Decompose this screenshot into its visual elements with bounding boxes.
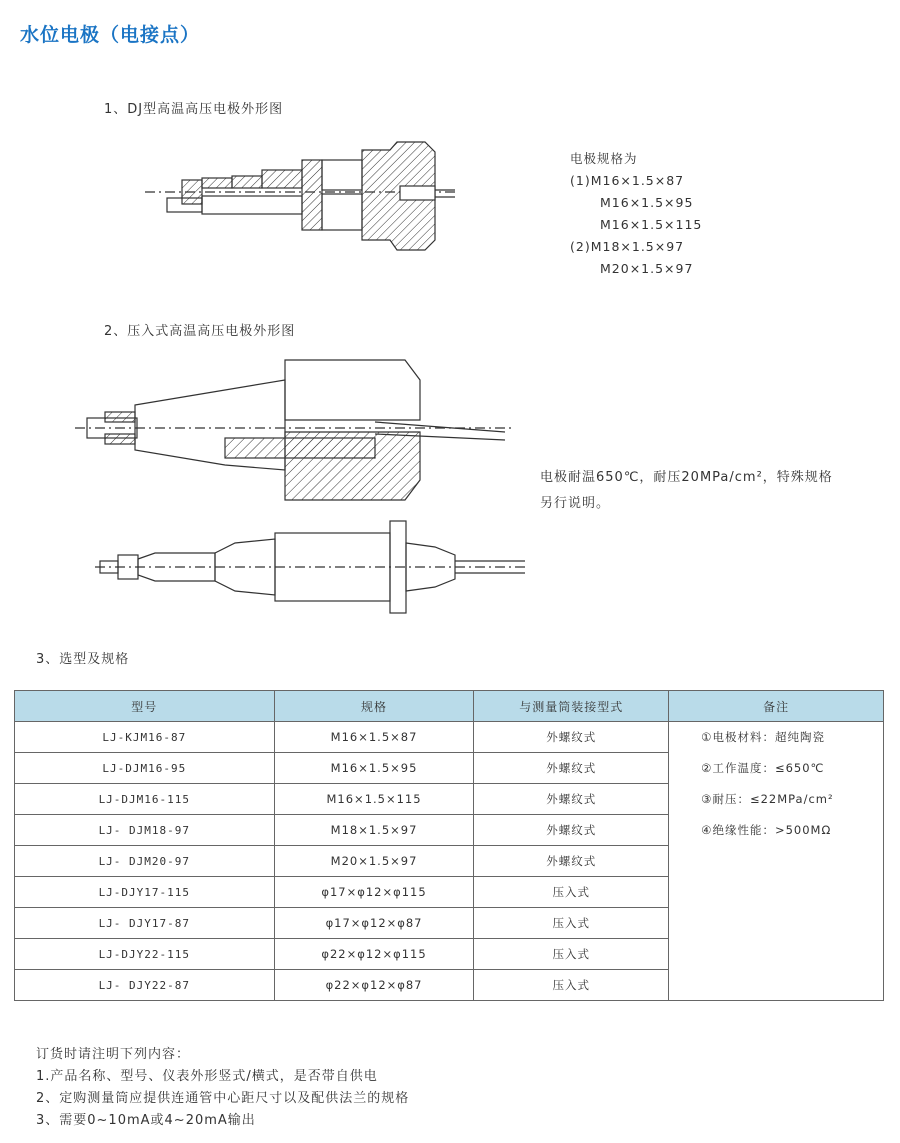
cell-connection: 外螺纹式 <box>474 815 669 846</box>
cell-spec: φ22×φ12×φ87 <box>274 970 474 1001</box>
cell-remark <box>669 877 884 908</box>
spec-list <box>570 148 702 280</box>
cell-spec: M16×1.5×87 <box>274 722 474 753</box>
spec-line: M16×1.5×95 <box>600 195 694 210</box>
section-1-label: 1、DJ型高温高压电极外形图 <box>104 102 284 117</box>
header-model: 型号 <box>15 691 275 722</box>
cell-spec: M18×1.5×97 <box>274 815 474 846</box>
cell-model: LJ- DJM20-97 <box>15 846 275 877</box>
note-line-1: 电极耐温650℃，耐压20MPa/cm²，特殊规格 <box>540 470 833 485</box>
cell-spec: M16×1.5×95 <box>274 753 474 784</box>
table-row <box>15 908 884 939</box>
cell-remark: ①电极材料：超纯陶瓷 <box>669 722 884 753</box>
cell-spec: φ17×φ12×φ87 <box>274 908 474 939</box>
spec-line: M16×1.5×115 <box>600 217 703 232</box>
cell-remark: ②工作温度：≤650℃ <box>669 753 884 784</box>
section-2-label: 2、压入式高温高压电极外形图 <box>104 324 296 339</box>
cell-model: LJ-DJM16-115 <box>15 784 275 815</box>
cell-remark <box>669 939 884 970</box>
cell-spec: M20×1.5×97 <box>274 846 474 877</box>
cell-connection: 外螺纹式 <box>474 722 669 753</box>
cell-spec: φ22×φ12×φ115 <box>274 939 474 970</box>
cell-remark <box>669 908 884 939</box>
page-title: 水位电极（电接点） <box>20 24 201 46</box>
table-row <box>15 722 884 753</box>
dj-electrode-drawing <box>145 140 455 260</box>
cell-connection: 压入式 <box>474 970 669 1001</box>
cell-model: LJ-DJM16-95 <box>15 753 275 784</box>
cell-connection: 外螺纹式 <box>474 846 669 877</box>
spec-line: (1)M16×1.5×87 <box>570 173 685 188</box>
header-connection: 与测量筒装接型式 <box>474 691 669 722</box>
order-item: 1.产品名称、型号、仪表外形竖式/横式，是否带自供电 <box>36 1069 378 1084</box>
press-in-electrode-outline-drawing <box>95 515 525 620</box>
cell-connection: 压入式 <box>474 908 669 939</box>
header-remarks: 备注 <box>669 691 884 722</box>
cell-spec: φ17×φ12×φ115 <box>274 877 474 908</box>
cell-remark <box>669 846 884 877</box>
cell-model: LJ- DJY17-87 <box>15 908 275 939</box>
table-row <box>15 877 884 908</box>
table-row <box>15 815 884 846</box>
cell-connection: 外螺纹式 <box>474 753 669 784</box>
spec-line: M20×1.5×97 <box>600 261 694 276</box>
electrode-note <box>540 465 833 517</box>
cell-connection: 压入式 <box>474 939 669 970</box>
cell-connection: 外螺纹式 <box>474 784 669 815</box>
cell-model: LJ-DJY17-115 <box>15 877 275 908</box>
cell-spec: M16×1.5×115 <box>274 784 474 815</box>
cell-model: LJ-DJY22-115 <box>15 939 275 970</box>
cell-remark: ④绝缘性能：>500MΩ <box>669 815 884 846</box>
table-row <box>15 753 884 784</box>
order-instructions <box>36 1044 409 1132</box>
spec-heading: 电极规格为 <box>570 151 638 166</box>
cell-model: LJ- DJM18-97 <box>15 815 275 846</box>
order-heading: 订货时请注明下列内容： <box>36 1047 191 1062</box>
cell-remark <box>669 970 884 1001</box>
table-row <box>15 784 884 815</box>
note-line-2: 另行说明。 <box>540 496 611 511</box>
press-in-electrode-section-drawing <box>75 350 515 515</box>
section-3-label: 3、选型及规格 <box>36 652 130 667</box>
cell-connection: 压入式 <box>474 877 669 908</box>
selection-table <box>14 690 884 1001</box>
order-item: 2、定购测量筒应提供连通管中心距尺寸以及配供法兰的规格 <box>36 1091 410 1106</box>
cell-model: LJ-KJM16-87 <box>15 722 275 753</box>
table-header-row <box>15 691 884 722</box>
header-spec: 规格 <box>274 691 474 722</box>
spec-line: (2)M18×1.5×97 <box>570 239 685 254</box>
cell-model: LJ- DJY22-87 <box>15 970 275 1001</box>
order-item: 3、需要0~10mA或4~20mA输出 <box>36 1113 256 1128</box>
table-row <box>15 970 884 1001</box>
table-row <box>15 846 884 877</box>
table-row <box>15 939 884 970</box>
cell-remark: ③耐压：≤22MPa/cm² <box>669 784 884 815</box>
